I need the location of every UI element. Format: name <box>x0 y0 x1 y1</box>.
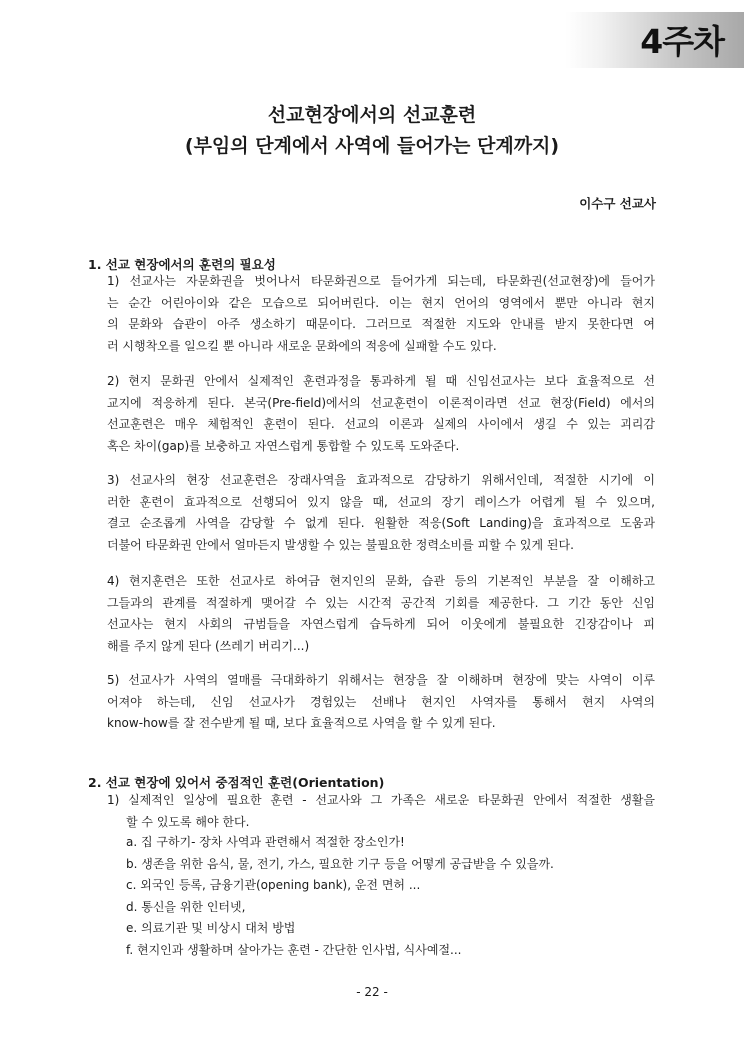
paragraph-line: 결코 순조롭게 사역을 감당할 수 없게 된다. 원활한 적응(Soft Landing)을 효과적으로 도움과 <box>107 516 655 531</box>
paragraph-line: 3) 선교사의 현장 선교훈련은 장래사역을 효과적으로 감당하기 위해서인데, 적절한 시기에 이 <box>107 473 655 487</box>
paragraph-line: 혹은 차이(gap)를 보충하고 자연스럽게 통합할 수 있도록 도와준다. <box>107 439 460 454</box>
list-item: b. 생존을 위한 음식, 물, 전기, 가스, 필요한 기구 등을 어떻게 공급받을 수 있을까. <box>126 857 554 871</box>
section1-paragraph-2 <box>107 371 655 458</box>
list-item: a. 집 구하기- 장차 사역과 관련해서 적절한 장소인가! <box>126 835 405 849</box>
list-item: c. 외국인 등록, 금융기관(opening bank), 운전 면허 ... <box>126 878 421 892</box>
paragraph-line: 할 수 있도록 해야 한다. <box>126 814 250 829</box>
section1-paragraph-5 <box>107 670 655 735</box>
paragraph-line: 선교사는 현지 사회의 규범들을 자연스럽게 습득하게 되어 이웃에게 불필요한 긴장감이나 피 <box>107 617 655 632</box>
document-title: 선교현장에서의 선교훈련 <box>267 104 477 126</box>
page-number: - 22 - <box>356 985 388 999</box>
list-item: e. 의료기관 및 비상시 대처 방법 <box>126 921 296 935</box>
week-label: 4주차 <box>640 22 724 61</box>
list-item: f. 현지인과 생활하며 살아가는 훈련 - 간단한 인사법, 식사예절... <box>126 943 462 957</box>
section1-heading: 1. 선교 현장에서의 훈련의 필요성 <box>88 257 276 272</box>
paragraph-line: 교지에 적응하게 된다. 본국(Pre-field)에서의 선교훈련이 이론적이라면 선교 현장(Field) 에서의 <box>107 395 655 410</box>
section2-item-1 <box>107 790 655 833</box>
paragraph-line: 의 문화와 습관이 아주 생소하기 때문이다. 그러므로 적절한 지도와 안내를 받지 못한다면 여 <box>107 317 655 332</box>
document-subtitle: (부임의 단계에서 사역에 들어가는 단계까지) <box>184 135 560 157</box>
paragraph-line: 4) 현지훈련은 또한 선교사로 하여금 현지인의 문화, 습관 등의 기본적인 부분을 잘 이해하고 <box>107 574 655 588</box>
paragraph-line: 는 순간 어린아이와 같은 모습으로 되어버린다. 이는 현지 언어의 영역에서 뿐만 아니라 현지 <box>107 295 655 310</box>
section2-heading: 2. 선교 현장에 있어서 중점적인 훈련(Orientation) <box>88 775 385 790</box>
author-name: 이수구 선교사 <box>579 196 656 211</box>
paragraph-line: 그들과의 관계를 적절하게 맺어갈 수 있는 시간적 공간적 기회를 제공한다. 그 기간 동안 신임 <box>107 595 655 610</box>
paragraph-line: 러 시행착오를 일으킬 뿐 아니라 새로운 문화에의 적응에 실패할 수도 있다. <box>107 339 497 354</box>
paragraph-line: 더불어 타문화권 안에서 얼마든지 발생할 수 있는 불필요한 정력소비를 피할 수 있게 된다. <box>107 538 574 553</box>
paragraph-line: 선교훈련은 매우 체험적인 훈련이 된다. 선교의 이론과 실제의 사이에서 생길 수 있는 괴리감 <box>107 417 655 432</box>
list-item: d. 통신을 위한 인터넷, <box>126 900 246 914</box>
paragraph-line: 1) 실제적인 일상에 필요한 훈련 - 선교사와 그 가족은 새로운 타문화권 안에서 적절한 생활을 <box>107 793 655 807</box>
section1-paragraph-4 <box>107 571 655 658</box>
paragraph-line: 러한 훈련이 효과적으로 선행되어 있지 않을 때, 선교의 장기 레이스가 어렵게 될 수 있으며, <box>107 494 655 509</box>
paragraph-line: 해를 주지 않게 된다 (쓰레기 버리기...) <box>107 639 310 654</box>
paragraph-line: 1) 선교사는 자문화권을 벗어나서 타문화권으로 들어가게 되는데, 타문화권(선교현장)에 들어가 <box>107 274 655 288</box>
paragraph-line: 어져야 하는데, 신임 선교사가 경험있는 선배나 현지인 사역자를 통해서 현지 사역의 <box>107 694 655 709</box>
week-tab <box>565 12 744 68</box>
paragraph-line: 2) 현지 문화권 안에서 실제적인 훈련과정을 통과하게 될 때 신임선교사는 보다 효율적으로 선 <box>107 374 655 388</box>
section1-paragraph-1 <box>107 271 655 358</box>
section1-paragraph-3 <box>107 470 655 557</box>
paragraph-line: 5) 선교사가 사역의 열매를 극대화하기 위해서는 현장을 잘 이해하며 현장에 맞는 사역이 이루 <box>107 673 655 687</box>
paragraph-line: know-how를 잘 전수받게 될 때, 보다 효율적으로 사역을 할 수 있게 된다. <box>107 716 496 731</box>
